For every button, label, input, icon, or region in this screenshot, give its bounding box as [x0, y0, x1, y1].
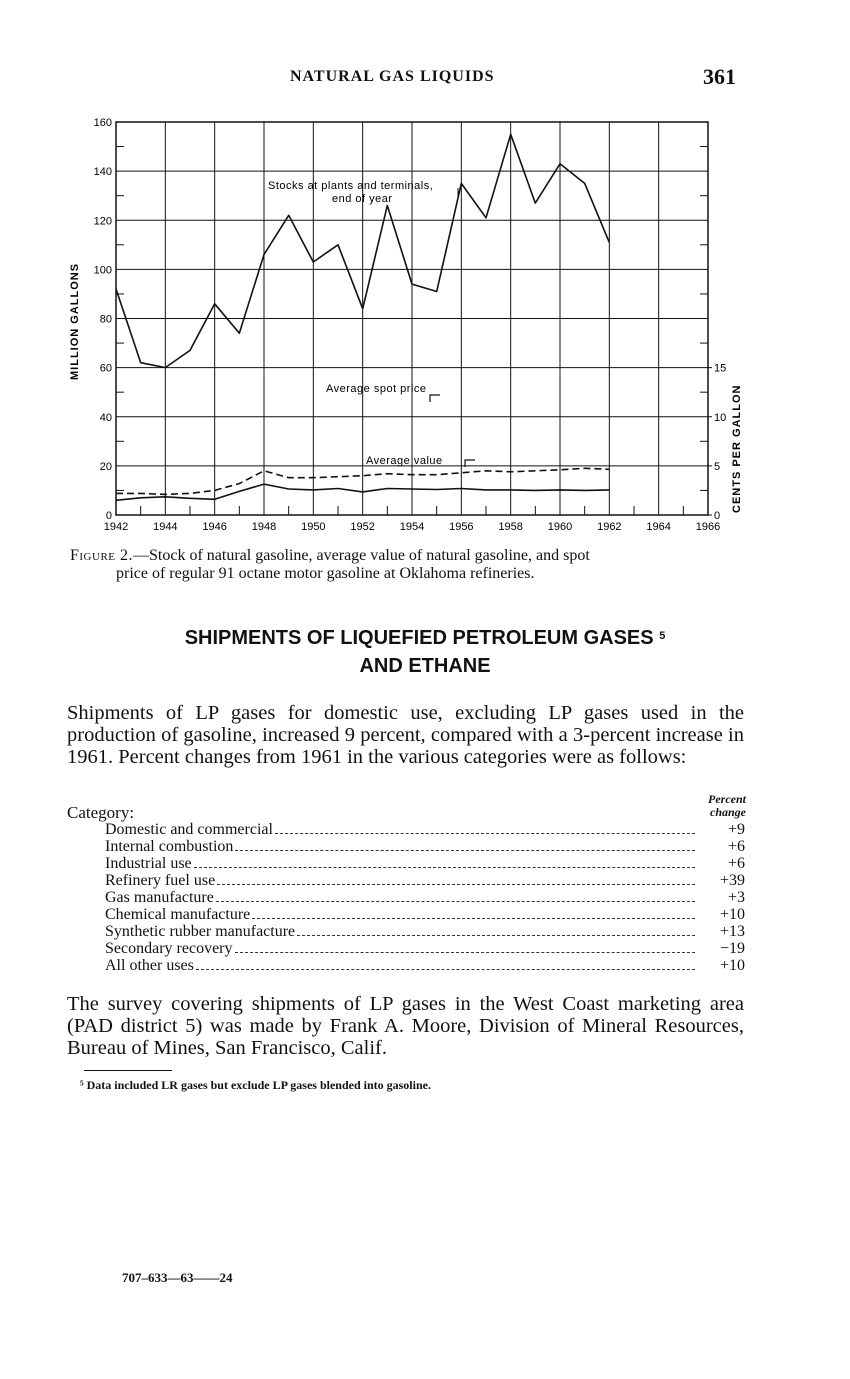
y-tick-label: 20 [99, 460, 112, 473]
y-tick-label: 80 [99, 313, 112, 326]
category-label: Secondary recovery [105, 940, 233, 957]
x-tick-label: 1942 [103, 521, 129, 533]
x-tick-label: 1960 [547, 521, 573, 533]
percent-value: +10 [719, 906, 745, 923]
category-header: Category: [67, 803, 135, 822]
footnote: ⁵ Data included LR gases but exclude LP gases blended into gasoline. [80, 1078, 431, 1092]
y2-tick-label: 5 [714, 460, 721, 473]
category-label: Synthetic rubber manufacture [105, 923, 296, 940]
table-row [105, 923, 745, 940]
y2-tick-label: 0 [714, 510, 721, 522]
percent-value: +39 [719, 872, 745, 889]
x-tick-label: 1952 [350, 521, 375, 533]
leader-dots [235, 849, 695, 851]
x-tick-label: 1948 [251, 521, 277, 533]
y-axis-label: MILLION GALLONS [69, 262, 81, 380]
percent-value: +13 [719, 923, 745, 940]
y-tick-label: 160 [93, 117, 112, 129]
y2-tick-label: 10 [714, 411, 727, 424]
category-label: All other uses [105, 957, 194, 974]
category-label: Internal combustion [105, 838, 234, 855]
leader-dots [216, 900, 695, 902]
figure-label: Figure 2. [70, 547, 134, 564]
leader-dots [275, 832, 695, 834]
section-title-line-2: AND ETHANE [359, 655, 491, 677]
chart-labels [69, 180, 743, 513]
x-tick-label: 1956 [449, 521, 474, 533]
spot-price-leader-mark [430, 395, 440, 402]
percent-change-header: Percent change [708, 792, 746, 819]
y-tick-label: 40 [99, 411, 112, 424]
y-tick-label: 120 [93, 215, 112, 228]
y-tick-label: 60 [99, 362, 112, 375]
x-tick-label: 1964 [646, 521, 671, 533]
category-label: Industrial use [105, 855, 192, 872]
section-title-line-1: SHIPMENTS OF LIQUEFIED PETROLEUM GASES [184, 627, 654, 649]
table-row [105, 821, 745, 838]
caption-line-1: —Stock of natural gasoline, average value of natural gasoline, and spot [133, 547, 590, 564]
percent-value: +6 [727, 855, 745, 872]
y2-axis-label: CENTS PER GALLON [731, 384, 743, 513]
intro-paragraph: Shipments of LP gases for domestic use, excluding LP gases used in the production of gasoline, increased 9 percent, compared with a 3-percent increase in 1961. Percent changes from 1961 in the various categories were as follows: [67, 702, 744, 768]
x-tick-label: 1950 [301, 521, 326, 533]
section-footnote-marker: 5 [659, 630, 666, 642]
x-tick-label: 1958 [498, 521, 523, 533]
percent-value: +10 [719, 957, 745, 974]
x-tick-label: 1946 [202, 521, 227, 533]
category-label: Domestic and commercial [105, 821, 273, 838]
leader-dots [235, 951, 696, 953]
y-tick-label: 140 [93, 166, 112, 179]
stocks-series-label: Stocks at plants and terminals, end of year [268, 180, 434, 205]
table-row [105, 855, 745, 872]
footnote-rule [84, 1070, 172, 1071]
table-row [105, 906, 745, 923]
percent-value: +3 [727, 889, 745, 906]
figure-caption [70, 547, 750, 583]
leader-dots [252, 917, 695, 919]
percent-value: −19 [719, 940, 745, 957]
x-tick-label: 1962 [597, 521, 622, 533]
section-heading [0, 624, 850, 680]
y-tick-label: 100 [93, 264, 112, 277]
closing-paragraph: The survey covering shipments of LP gases in the West Coast marketing area (PAD district 5) was made by Frank A. Moore, Division of Mineral Resources, Bureau of Mines, San Francisco, Calif. [67, 993, 744, 1059]
category-label: Chemical manufacture [105, 906, 251, 923]
table-row [105, 957, 745, 974]
percent-value: +9 [727, 821, 745, 838]
running-head: NATURAL GAS LIQUIDS [290, 68, 495, 85]
table-row [105, 838, 745, 855]
category-label: Gas manufacture [105, 889, 214, 906]
leader-dots [297, 934, 695, 936]
x-tick-label: 1944 [153, 521, 178, 533]
table-row [105, 940, 745, 957]
x-tick-label: 1954 [399, 521, 425, 533]
table-row [105, 872, 745, 889]
avg-value-series-label: Average value [366, 455, 443, 467]
caption-line-2: price of regular 91 octane motor gasoline at Oklahoma refineries. [116, 565, 535, 582]
page-number: 361 [703, 64, 736, 89]
x-tick-label: 1966 [695, 521, 721, 533]
category-table [105, 821, 745, 974]
leader-dots [194, 866, 695, 868]
spot-price-series-label: Average spot price [326, 383, 427, 395]
leader-dots [196, 968, 695, 970]
print-code: 707–633—63——24 [122, 1270, 233, 1285]
category-label: Refinery fuel use [105, 872, 216, 889]
y-tick-label: 0 [105, 510, 112, 522]
stock-price-chart [60, 110, 750, 540]
table-row [105, 889, 745, 906]
leader-dots [217, 883, 695, 885]
y2-tick-label: 15 [714, 362, 727, 375]
percent-value: +6 [727, 838, 745, 855]
